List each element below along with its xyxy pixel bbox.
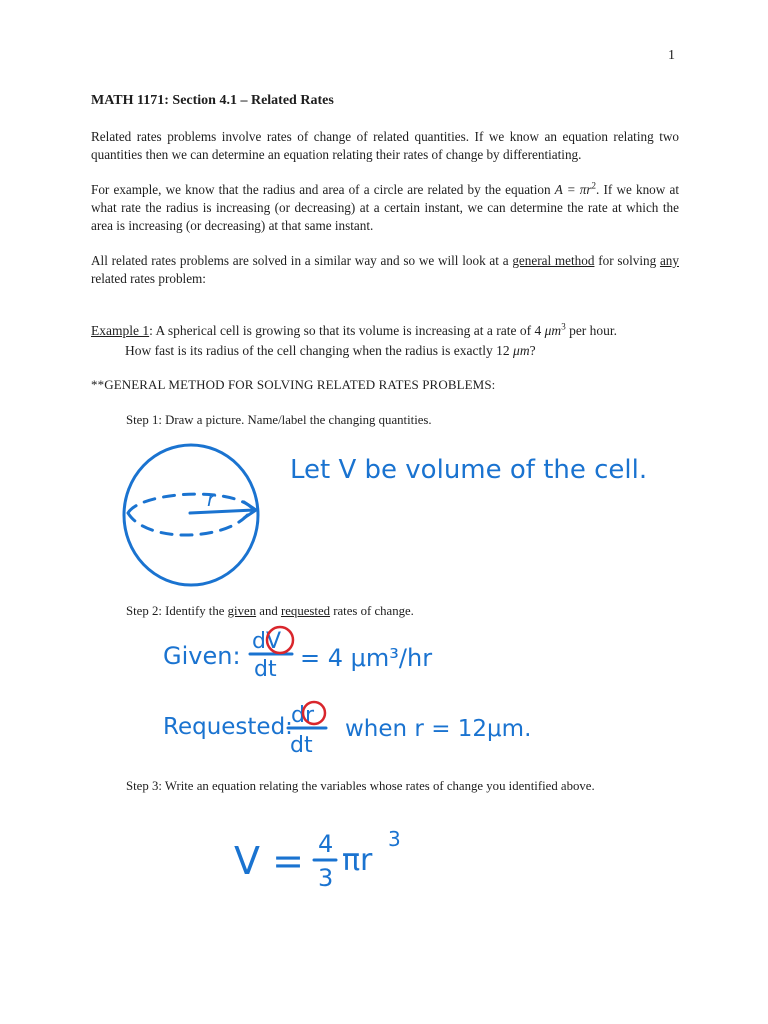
- sphere-outline: [124, 445, 258, 585]
- general-before: All related rates problems are solved in a similar way and so we will look at a: [91, 253, 513, 268]
- example-1-unit-2: μm: [513, 343, 530, 358]
- equation-rhs: πr: [342, 843, 373, 878]
- general-middle: for solving: [594, 253, 660, 268]
- example-1-text-a: : A spherical cell is growing so that its volume is increasing at a rate of 4: [149, 323, 545, 338]
- page-number: 1: [668, 48, 675, 63]
- step-2-requested: requested: [280, 604, 331, 618]
- step-2-before: Step 2: Identify the: [126, 604, 228, 618]
- given-deriv-den: dt: [254, 657, 277, 682]
- any-underlined: any: [659, 253, 679, 268]
- requested-deriv-den: dt: [290, 733, 313, 758]
- method-heading: **GENERAL METHOD FOR SOLVING RELATED RATES PROBLEMS:: [91, 377, 496, 392]
- let-v-annotation: Let V be volume of the cell.: [290, 455, 648, 485]
- step-3: Step 3: Write an equation relating the variables whose rates of change you identified above.: [126, 779, 595, 793]
- requested-when: when r = 12μm.: [345, 716, 532, 742]
- area-equation: A = πr: [554, 182, 592, 197]
- circle-example-before: For example, we know that the radius and area of a circle are related by the equation: [91, 182, 555, 197]
- given-deriv-num: dV: [252, 629, 282, 654]
- example-1-text-b: per hour.: [565, 323, 618, 338]
- requested-deriv-num: dr: [291, 703, 315, 728]
- page-title: MATH 1171: Section 4.1 – Related Rates: [91, 93, 334, 108]
- equation-lhs: V =: [234, 839, 304, 883]
- example-1-text-c: How fast is its radius of the cell changing when the radius is exactly 12: [125, 343, 514, 358]
- requested-label: Requested:: [163, 714, 293, 740]
- example-1-text-d: ?: [529, 343, 536, 358]
- sphere-equator: [128, 494, 252, 535]
- step-2-after: rates of change.: [330, 604, 414, 618]
- step-2-middle: and: [256, 604, 281, 618]
- step-2-given: given: [227, 604, 257, 618]
- given-value: = 4 μm³/hr: [300, 644, 433, 672]
- general-after: related rates problem:: [91, 271, 206, 286]
- equation-denominator: 3: [318, 864, 334, 892]
- general-method-underlined: general method: [512, 253, 595, 268]
- given-label: Given:: [163, 642, 241, 670]
- example-1-unit-exp: 3: [561, 321, 566, 332]
- radius-label: r: [207, 487, 216, 511]
- circle-example-after: . If we know at what rate the radius is increasing (or decreasing) at a certain instant, we can determine the rate at which the area is increasing (or decreasing) at that same instant.: [91, 182, 679, 233]
- radius-arrow: [190, 502, 256, 518]
- area-equation-exponent: 2: [591, 180, 597, 191]
- step-1: Step 1: Draw a picture. Name/label the changing quantities.: [126, 413, 432, 427]
- equation-exponent: 3: [388, 827, 401, 851]
- intro-paragraph: Related rates problems involve rates of change of related quantities. If we know an equation relating two quantities then we can determine an equation relating their rates of change by differentiating.: [91, 129, 679, 162]
- example-1-unit: μm: [544, 323, 562, 338]
- equation-numerator: 4: [318, 830, 334, 858]
- example-1-label: Example 1: [91, 323, 150, 338]
